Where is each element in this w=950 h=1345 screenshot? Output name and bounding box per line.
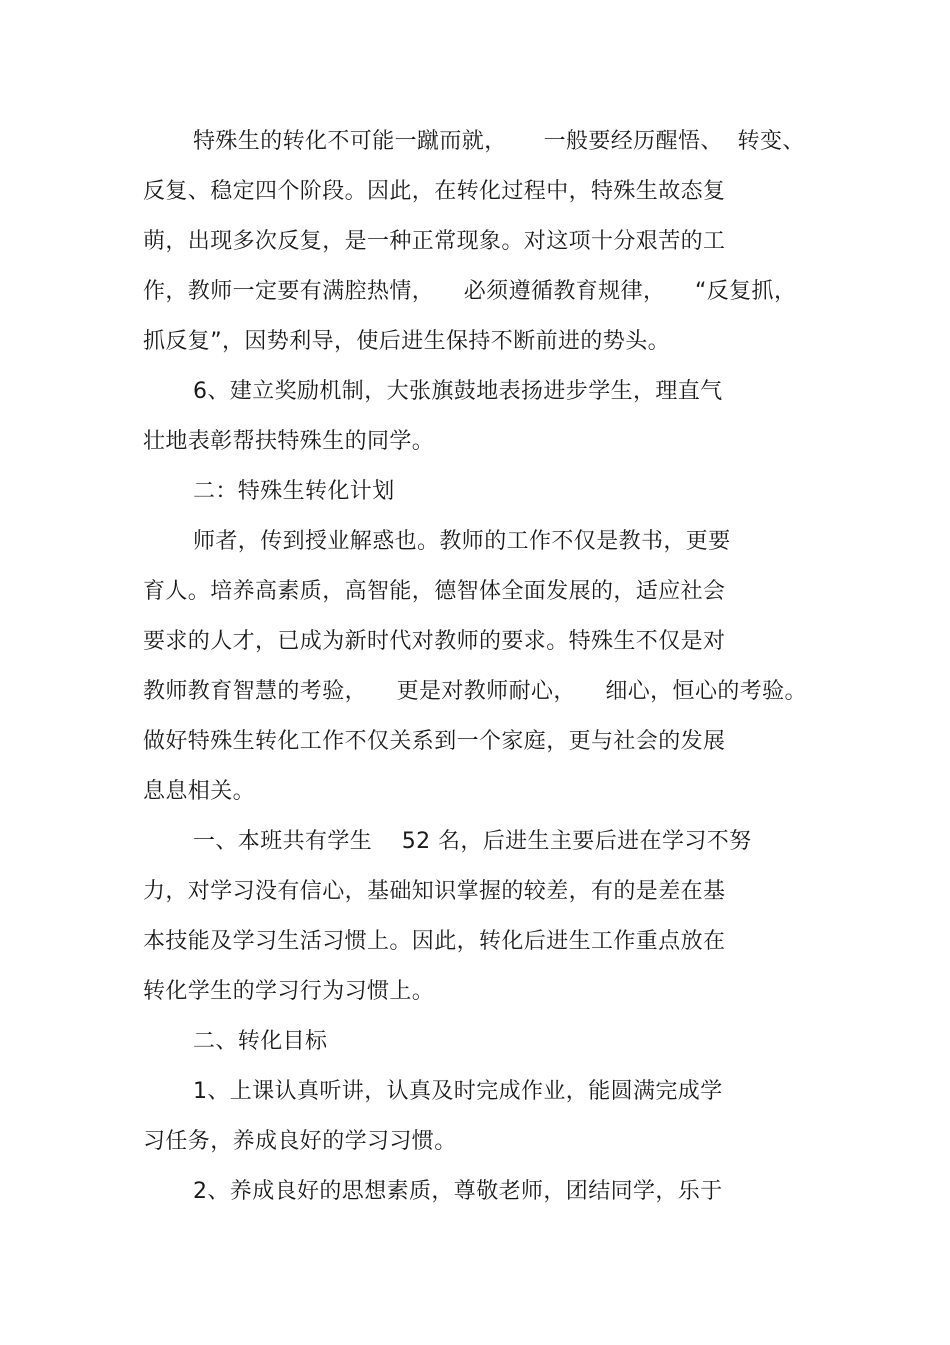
text-line: 特殊生的转化不可能一蹴而就， 一般要经历醒悟、 转变、: [193, 129, 805, 154]
text-line: 师者，传到授业解惑也。教师的工作不仅是教书，更要: [193, 529, 731, 554]
section-heading: 二：特殊生转化计划: [193, 479, 395, 504]
section-heading: 二、转化目标: [193, 1029, 328, 1054]
text-line: 2、养成良好的思想素质，尊敬老师，团结同学，乐于: [193, 1179, 723, 1204]
text-line: 壮地表彰帮扶特殊生的同学。: [143, 429, 435, 454]
text-line: 育人。培养高素质，高智能，德智体全面发展的，适应社会: [143, 579, 726, 604]
text-line: 做好特殊生转化工作不仅关系到一个家庭，更与社会的发展: [143, 729, 726, 754]
text-line: 反复、稳定四个阶段。因此，在转化过程中，特殊生故态复: [143, 179, 726, 204]
text-line: 力，对学习没有信心，基础知识掌握的较差，有的是差在基: [143, 879, 726, 904]
text-line: 息息相关。: [143, 779, 256, 804]
text-line: 萌，出现多次反复，是一种正常现象。对这项十分艰苦的工: [143, 229, 726, 254]
text-line: 转化学生的学习行为习惯上。: [143, 979, 435, 1004]
text-line: 作，教师一定要有满腔热情， 必须遵循教育规律， “反复抓，: [143, 279, 797, 304]
text-line: 6、建立奖励机制，大张旗鼓地表扬进步学生，理直气: [193, 379, 723, 404]
text-line: 教师教育智慧的考验， 更是对教师耐心， 细心，恒心的考验。: [143, 679, 807, 704]
text-line: 抓反复”，因势利导，使后进生保持不断前进的势头。: [143, 329, 670, 354]
text-line: 1、上课认真听讲，认真及时完成作业，能圆满完成学: [193, 1079, 723, 1104]
text-line: 要求的人才，已成为新时代对教师的要求。特殊生不仅是对: [143, 629, 726, 654]
text-line: 一、本班共有学生 52 名，后进生主要后进在学习不努: [193, 829, 752, 854]
text-line: 习任务，养成良好的学习习惯。: [143, 1129, 457, 1154]
text-line: 本技能及学习生活习惯上。因此，转化后进生工作重点放在: [143, 929, 726, 954]
